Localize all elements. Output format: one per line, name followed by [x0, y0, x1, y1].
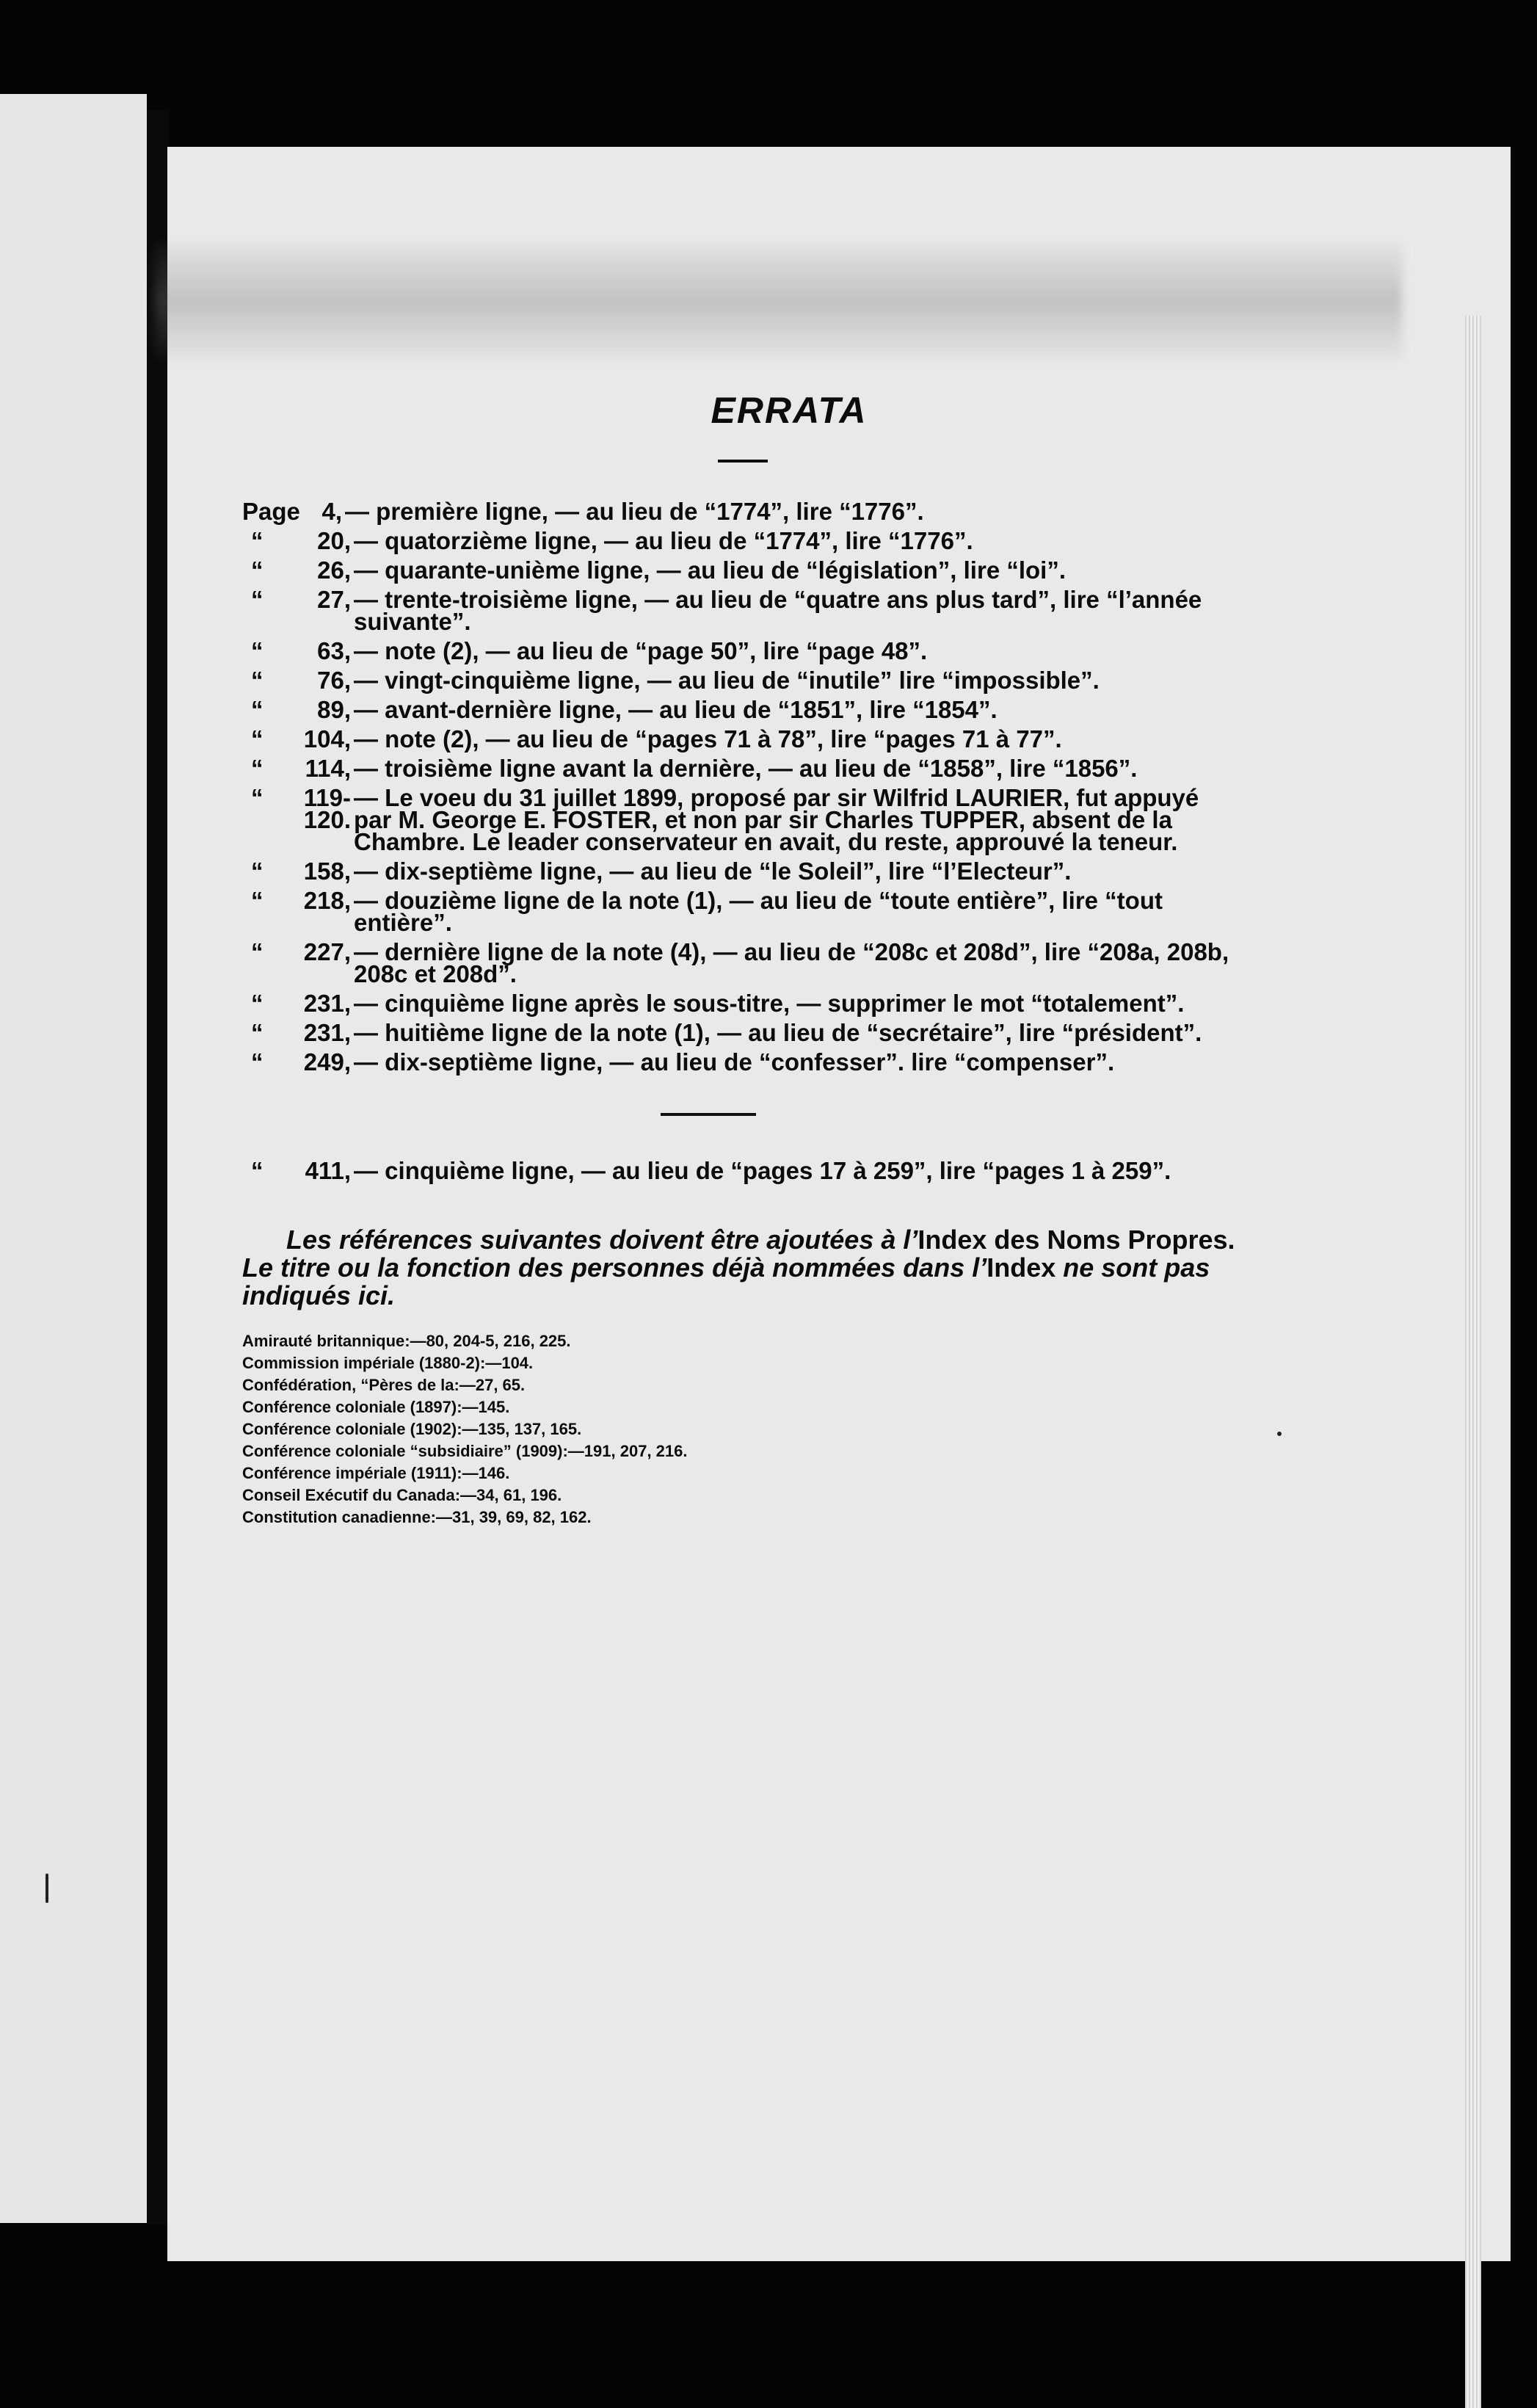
- entry-text: — troisième ligne avant la dernière, — au lieu de “1858”, lire “1856”.: [354, 755, 1138, 782]
- errata-entry: [242, 990, 1240, 1017]
- entry-prefix: “: [251, 1157, 264, 1184]
- errata-entry: [242, 667, 1240, 694]
- index-entry: Conférence coloniale “subsidiaire” (1909):—191, 207, 216.: [242, 1442, 688, 1460]
- entry-text: — quatorzième ligne, — au lieu de “1774”, lire “1776”.: [354, 527, 973, 554]
- entry-page: 26,: [317, 556, 351, 584]
- errata-entry: [242, 938, 1240, 987]
- entry-page: 218,: [303, 887, 351, 914]
- entry-text: — vingt-cinquième ligne, — au lieu de “inutile” lire “impossible”.: [354, 667, 1100, 694]
- errata-entry: [242, 527, 1240, 554]
- errata-entry: [242, 887, 1240, 936]
- entry-prefix: “: [251, 696, 264, 723]
- entry-text: — trente-troisième ligne, — au lieu de “quatre ans plus tard”, lire “l’année suivante”.: [354, 586, 1202, 635]
- entry-page: 89,: [317, 696, 351, 723]
- errata-entry: [242, 637, 1240, 664]
- index-entry: Conférence impériale (1911):—146.: [242, 1464, 510, 1482]
- entry-prefix: “: [251, 725, 264, 752]
- entry-page: 20,: [317, 527, 351, 554]
- page-edges: [1465, 316, 1481, 2408]
- title-rule: [718, 460, 768, 463]
- entry-text: — Le voeu du 31 juillet 1899, proposé par sir Wilfrid LAURIER, fut appuyé par M. George E. FOSTER, et non par sir Charles TUPPER, absent de la Chambre. Le leader conservateur en avait, du reste, approuvé la teneur.: [354, 784, 1199, 855]
- document-body: [242, 374, 1240, 1528]
- entry-prefix: “: [251, 1048, 264, 1076]
- entry-prefix: “: [251, 1019, 264, 1046]
- index-entry: Conférence coloniale (1902):—135, 137, 165.: [242, 1420, 582, 1438]
- entry-page: 114,: [305, 755, 351, 782]
- entry-text: — huitième ligne de la note (1), — au lieu de “secrétaire”, lire “président”.: [354, 1019, 1202, 1046]
- entry-prefix: “: [251, 667, 264, 694]
- index-entry: Constitution canadienne:—31, 39, 69, 82, 162.: [242, 1508, 592, 1526]
- index-entry: Confédération, “Pères de la:—27, 65.: [242, 1376, 526, 1394]
- entry-text: — avant-dernière ligne, — au lieu de “1851”, lire “1854”.: [354, 696, 998, 723]
- entry-text: — douzième ligne de la note (1), — au lieu de “toute entière”, lire “tout entière”.: [354, 887, 1163, 936]
- entry-page: 249,: [303, 1048, 351, 1076]
- index-entry: Conseil Exécutif du Canada:—34, 61, 196.: [242, 1486, 562, 1504]
- errata-entry: [242, 1019, 1240, 1046]
- note-text: Le titre ou la fonction des personnes déjà nommées dans l’: [242, 1252, 987, 1283]
- errata-entry: [242, 1048, 1240, 1076]
- index-additions-list: [242, 1330, 1240, 1528]
- entry-page: 227,: [303, 938, 351, 965]
- index-note: [242, 1226, 1240, 1310]
- entry-text: — première ligne, — au lieu de “1774”, lire “1776”.: [345, 498, 924, 525]
- note-text-roman: Index des Noms Propres.: [918, 1225, 1235, 1255]
- errata-list: [242, 498, 1240, 1184]
- note-text: ne sont pas indiqués ici.: [242, 1252, 1210, 1310]
- errata-entry: [242, 696, 1240, 723]
- index-entry: Conférence coloniale (1897):—145.: [242, 1398, 510, 1416]
- entry-prefix: “: [251, 938, 264, 965]
- entry-prefix: “: [251, 755, 264, 782]
- entry-text: — cinquième ligne après le sous-titre, — supprimer le mot “totalement”.: [354, 990, 1185, 1017]
- entry-page: 231,: [303, 1019, 351, 1046]
- entry-prefix: “: [251, 586, 264, 613]
- entry-text: — note (2), — au lieu de “pages 71 à 78”, lire “pages 71 à 77”.: [354, 725, 1062, 752]
- speck-mark: [1277, 1432, 1282, 1436]
- entry-prefix: “: [251, 556, 264, 584]
- errata-entry: [242, 784, 1240, 855]
- errata-entry: [242, 556, 1240, 584]
- entry-prefix: “: [251, 857, 264, 885]
- margin-mark: [46, 1874, 48, 1903]
- errata-entry: [242, 586, 1240, 635]
- left-page-margin: [0, 94, 147, 2223]
- entry-prefix: “: [251, 527, 264, 554]
- index-entry: Commission impériale (1880-2):—104.: [242, 1354, 534, 1372]
- errata-entry: [242, 857, 1240, 885]
- entry-page: 76,: [317, 667, 351, 694]
- entry-page: 4,: [321, 498, 342, 525]
- entry-text: — dix-septième ligne, — au lieu de “le Soleil”, lire “l’Electeur”.: [354, 857, 1072, 885]
- entry-page: 231,: [303, 990, 351, 1017]
- entry-text: — dernière ligne de la note (4), — au lieu de “208c et 208d”, lire “208a, 208b, 208c et 208d”.: [354, 938, 1229, 987]
- errata-entry: [242, 725, 1240, 752]
- entry-prefix: “: [251, 637, 264, 664]
- entry-page: 411,: [305, 1157, 351, 1184]
- entry-prefix: Page: [242, 498, 300, 525]
- entry-page: 119-120.: [303, 784, 351, 833]
- show-through-band: [154, 242, 1402, 360]
- entry-page: 158,: [303, 857, 351, 885]
- note-text: Les références suivantes doivent être ajoutées à l’: [286, 1225, 918, 1255]
- entry-prefix: “: [251, 887, 264, 914]
- entry-text: — cinquième ligne, — au lieu de “pages 17 à 259”, lire “pages 1 à 259”.: [354, 1157, 1171, 1184]
- book-spine: [147, 110, 169, 2224]
- errata-entry: [242, 755, 1240, 782]
- entry-page: 63,: [317, 637, 351, 664]
- entry-page: 104,: [303, 725, 351, 752]
- index-entry: Amirauté britannique:—80, 204-5, 216, 225.: [242, 1332, 571, 1350]
- page-title: ERRATA: [711, 390, 868, 431]
- note-text-roman: Index: [986, 1252, 1056, 1283]
- entry-page: 27,: [317, 586, 351, 613]
- entry-prefix: “: [251, 784, 264, 811]
- entry-text: — quarante-unième ligne, — au lieu de “législation”, lire “loi”.: [354, 556, 1067, 584]
- entry-prefix: “: [251, 990, 264, 1017]
- section-rule: [661, 1113, 756, 1116]
- entry-text: — dix-septième ligne, — au lieu de “confesser”. lire “compenser”.: [354, 1048, 1115, 1076]
- entry-text: — note (2), — au lieu de “page 50”, lire “page 48”.: [354, 637, 928, 664]
- errata-entry: [242, 498, 1240, 525]
- errata-entry-extra: [242, 1157, 1240, 1184]
